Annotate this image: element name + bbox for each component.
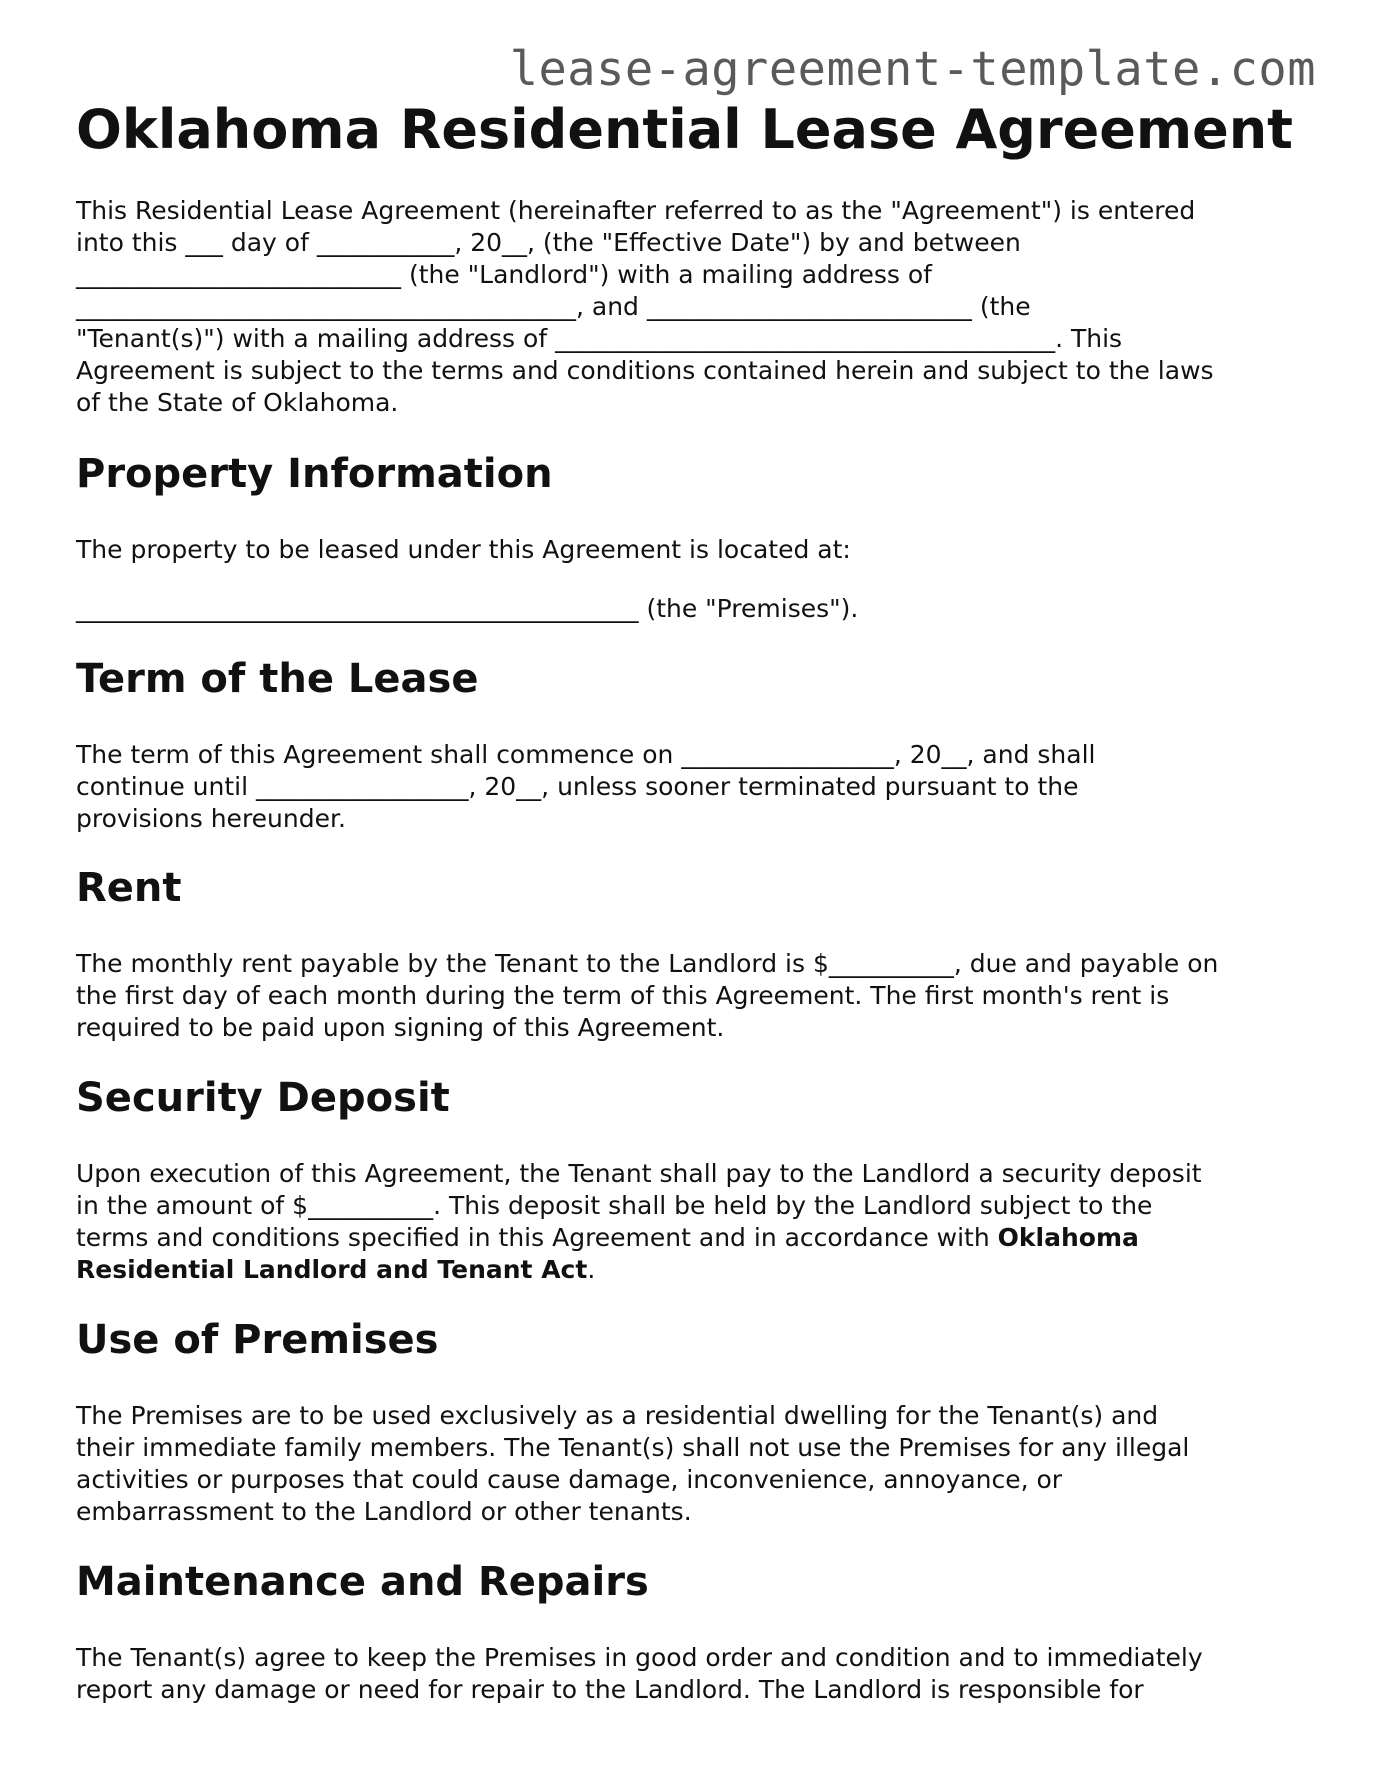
document-title: Oklahoma Residential Lease Agreement xyxy=(76,98,1293,161)
rent-paragraph xyxy=(76,948,1316,1044)
maintenance-line: The Tenant(s) agree to keep the Premises in good order and condition and to immediately xyxy=(76,1643,1203,1672)
deposit-paragraph xyxy=(76,1158,1316,1286)
term-paragraph xyxy=(76,739,1316,835)
intro-line: of the State of Oklahoma. xyxy=(76,388,399,417)
property-paragraph xyxy=(76,534,1316,566)
deposit-line-text: . xyxy=(587,1255,596,1284)
use-paragraph xyxy=(76,1400,1316,1528)
property-line: The property to be leased under this Agreement is located at: xyxy=(76,535,851,564)
intro-line: This Residential Lease Agreement (hereinafter referred to as the "Agreement") is entered xyxy=(76,196,1196,225)
intro-line: ________________________________________, and __________________________ (the xyxy=(76,292,1031,321)
section-heading-property: Property Information xyxy=(76,451,553,497)
section-heading-security-deposit: Security Deposit xyxy=(76,1075,450,1121)
site-watermark: lease-agreement-template.com xyxy=(509,42,1316,97)
act-name-bold: Residential Landlord and Tenant Act xyxy=(76,1255,588,1284)
premises-line: _____________________________________________ (the "Premises"). xyxy=(76,594,859,623)
section-heading-rent: Rent xyxy=(76,865,182,911)
act-name-bold: Oklahoma xyxy=(997,1223,1139,1252)
intro-paragraph xyxy=(76,195,1316,419)
section-heading-maintenance: Maintenance and Repairs xyxy=(76,1559,649,1605)
intro-line: into this ___ day of ___________, 20__, (the "Effective Date") by and between xyxy=(76,228,1021,257)
section-heading-term: Term of the Lease xyxy=(76,656,479,702)
intro-line: Agreement is subject to the terms and conditions contained herein and subject to the laws xyxy=(76,356,1214,385)
maintenance-line: report any damage or need for repair to the Landlord. The Landlord is responsible for xyxy=(76,1675,1144,1704)
deposit-line: in the amount of $__________. This deposit shall be held by the Landlord subject to the xyxy=(76,1191,1153,1220)
deposit-line-text: terms and conditions specified in this Agreement and in accordance with xyxy=(76,1223,998,1252)
term-line: continue until _________________, 20__, unless sooner terminated pursuant to the xyxy=(76,772,1079,801)
term-line: provisions hereunder. xyxy=(76,804,346,833)
rent-line: required to be paid upon signing of this Agreement. xyxy=(76,1013,725,1042)
deposit-line xyxy=(76,1222,1316,1254)
use-line: activities or purposes that could cause damage, inconvenience, annoyance, or xyxy=(76,1465,1063,1494)
premises-paragraph xyxy=(76,593,1316,625)
intro-line: "Tenant(s)") with a mailing address of ________________________________________. This xyxy=(76,324,1123,353)
use-line: embarrassment to the Landlord or other tenants. xyxy=(76,1497,692,1526)
section-heading-use-of-premises: Use of Premises xyxy=(76,1317,439,1363)
use-line: The Premises are to be used exclusively as a residential dwelling for the Tenant(s) and xyxy=(76,1401,1159,1430)
use-line: their immediate family members. The Tenant(s) shall not use the Premises for any illegal xyxy=(76,1433,1190,1462)
term-line: The term of this Agreement shall commence on _________________, 20__, and shall xyxy=(76,740,1096,769)
rent-line: the first day of each month during the term of this Agreement. The first month's rent is xyxy=(76,981,1170,1010)
rent-line: The monthly rent payable by the Tenant to the Landlord is $__________, due and payable on xyxy=(76,949,1219,978)
intro-line: __________________________ (the "Landlord") with a mailing address of xyxy=(76,260,932,289)
deposit-line xyxy=(76,1254,1316,1286)
deposit-line: Upon execution of this Agreement, the Tenant shall pay to the Landlord a security deposit xyxy=(76,1159,1202,1188)
maintenance-paragraph xyxy=(76,1642,1316,1706)
